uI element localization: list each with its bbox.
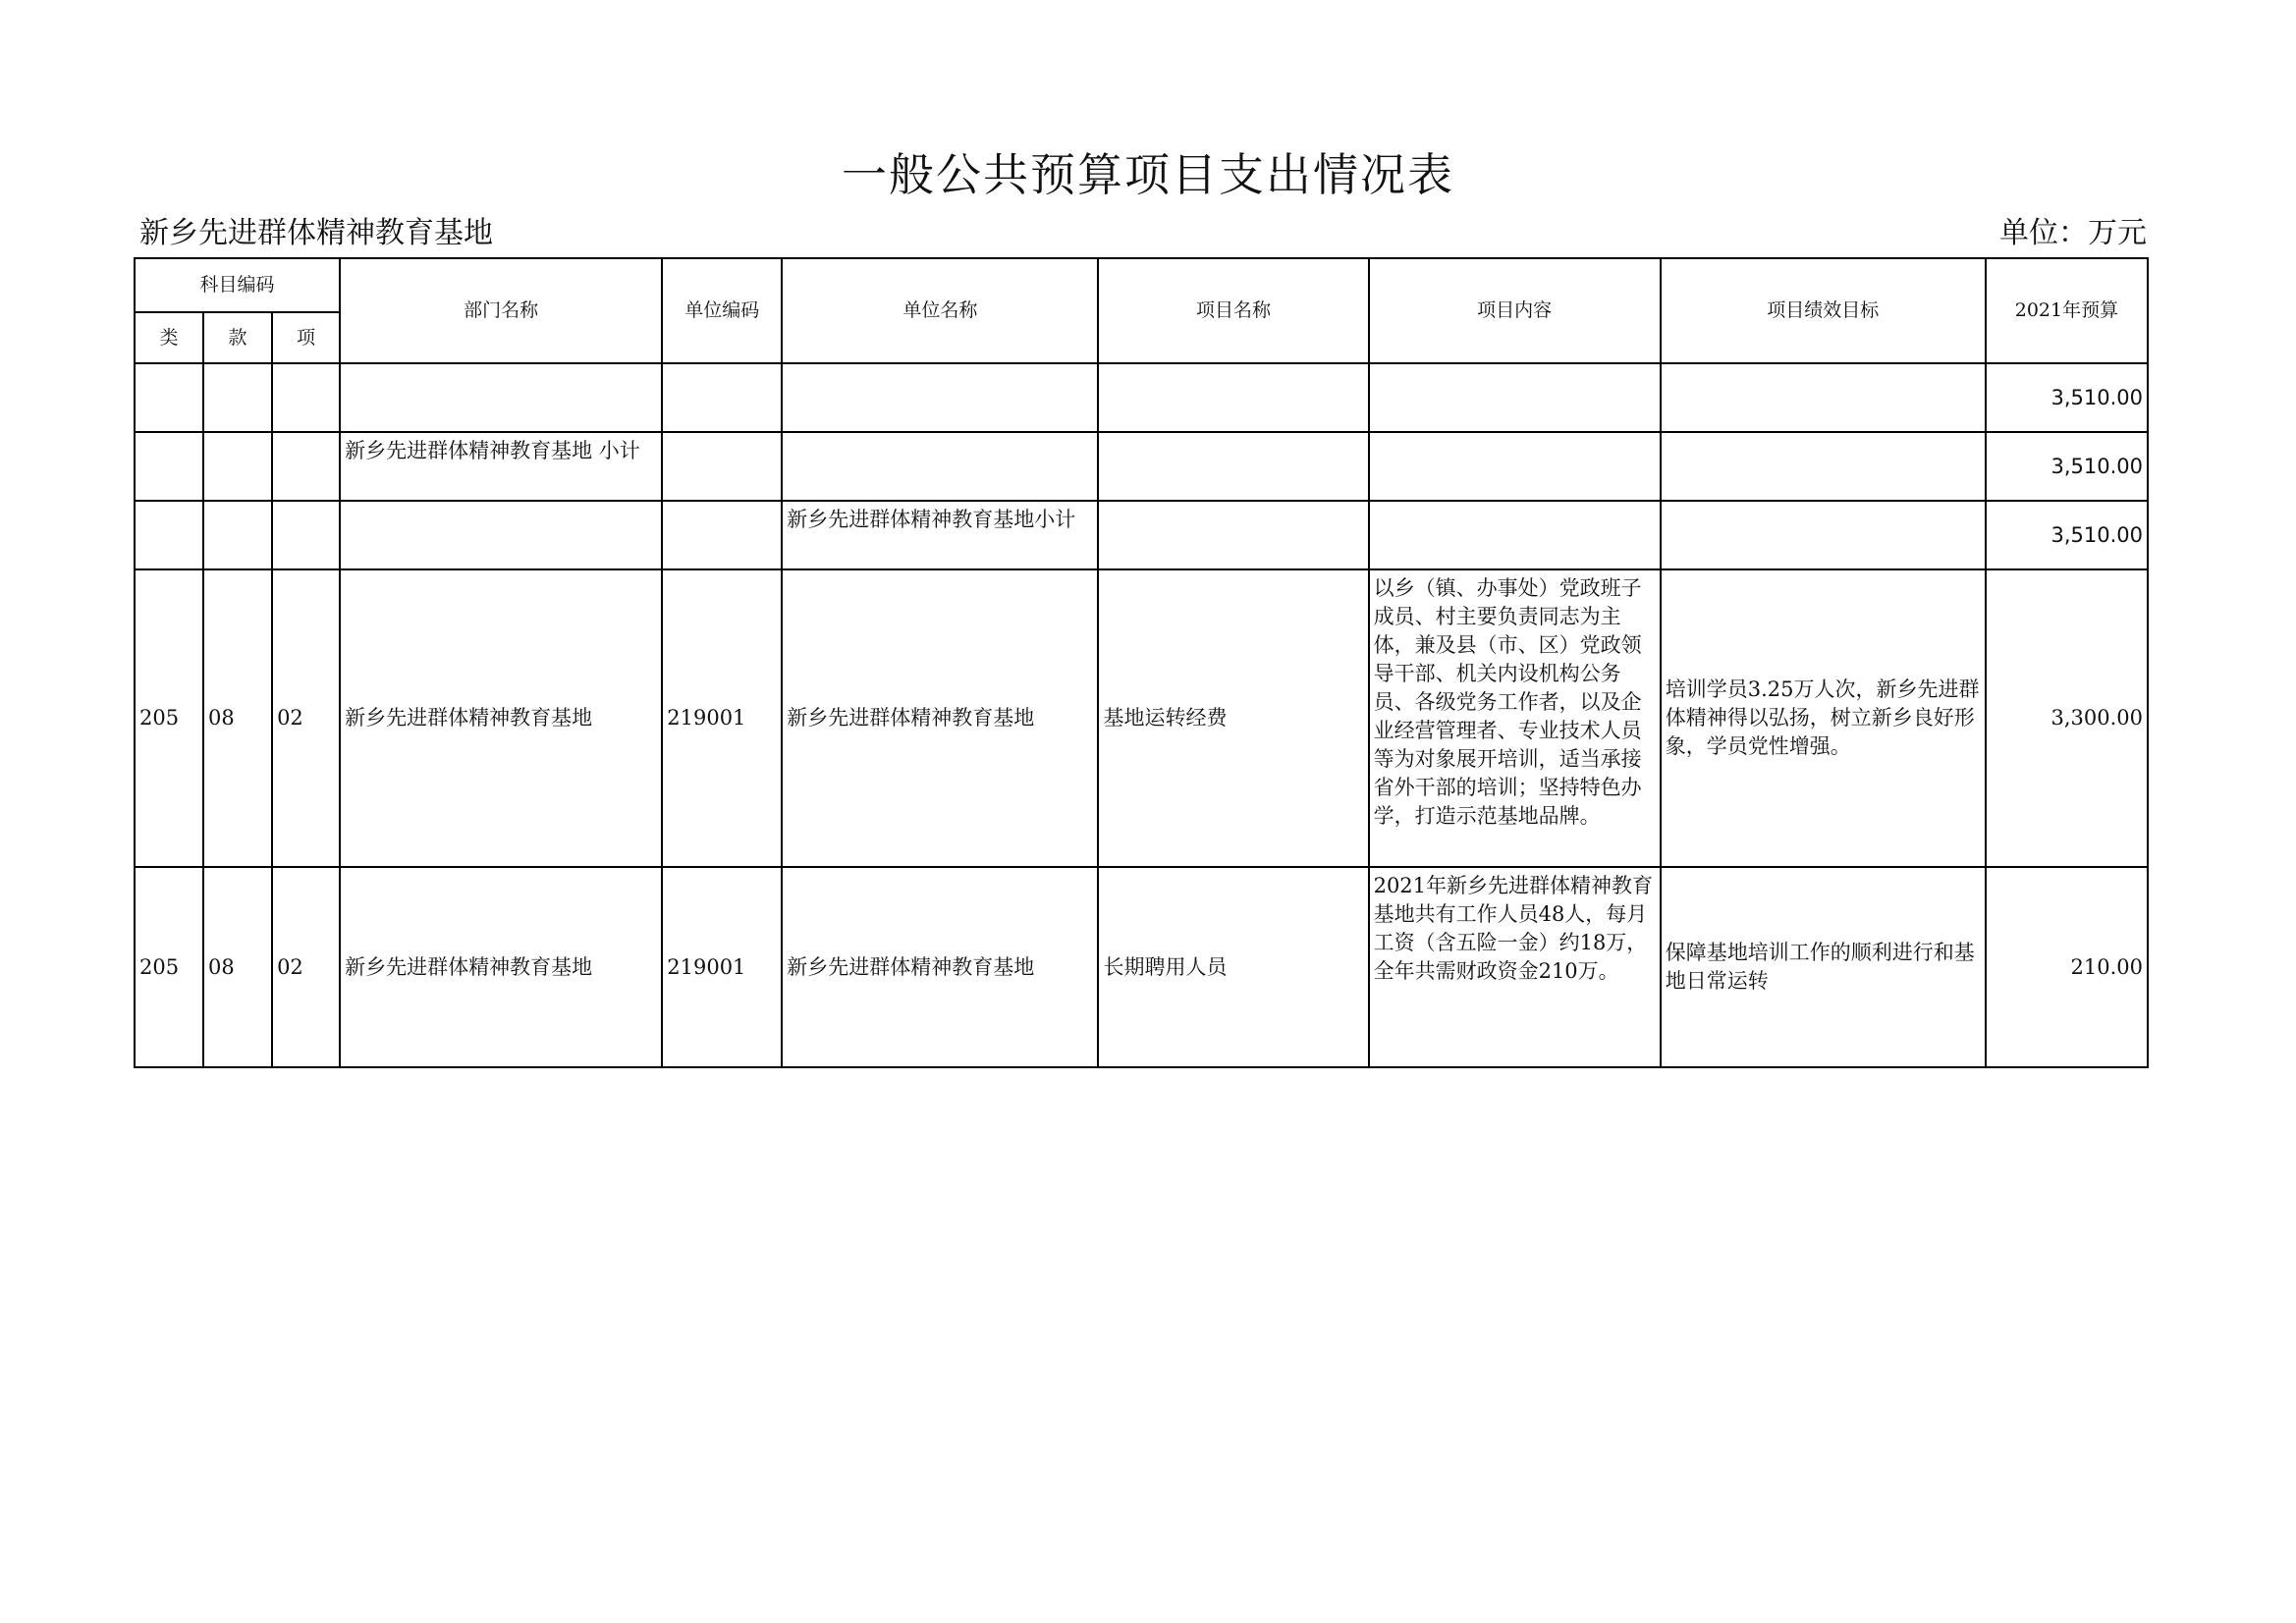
row-unit-name: 新乡先进群体精神教育基地 xyxy=(782,569,1098,867)
row-dept-name: 新乡先进群体精神教育基地 xyxy=(340,569,662,867)
header-project-name: 项目名称 xyxy=(1098,258,1368,363)
header-unit-code: 单位编码 xyxy=(662,258,782,363)
cell-empty xyxy=(272,363,340,432)
row-dept-name: 新乡先进群体精神教育基地 xyxy=(340,867,662,1067)
cell-empty xyxy=(782,432,1098,501)
header-dept-name: 部门名称 xyxy=(340,258,662,363)
row-xiang: 02 xyxy=(272,569,340,867)
cell-empty xyxy=(1098,363,1368,432)
row-project-name: 长期聘用人员 xyxy=(1098,867,1368,1067)
budget-table xyxy=(134,257,2149,1068)
row-unit-name: 新乡先进群体精神教育基地 xyxy=(782,867,1098,1067)
dept-subtotal-row xyxy=(135,432,2148,501)
row-kuan: 08 xyxy=(203,867,272,1067)
row-xiang: 02 xyxy=(272,867,340,1067)
cell-empty xyxy=(662,363,782,432)
dept-subtotal-budget: 3,510.00 xyxy=(1986,432,2148,501)
cell-empty xyxy=(340,501,662,569)
cell-empty xyxy=(1661,363,1986,432)
header-subject-code: 科目编码 xyxy=(135,258,340,312)
header-budget-2021: 2021年预算 xyxy=(1986,258,2148,363)
row-performance-goal: 培训学员3.25万人次，新乡先进群体精神得以弘扬，树立新乡良好形象，学员党性增强。 xyxy=(1661,569,1986,867)
unit-label: 单位：万元 xyxy=(1999,216,2147,250)
cell-empty xyxy=(782,363,1098,432)
row-lei: 205 xyxy=(135,569,203,867)
table-row xyxy=(135,569,2148,867)
cell-empty xyxy=(203,501,272,569)
department-name: 新乡先进群体精神教育基地 xyxy=(139,216,493,250)
header-xiang: 项 xyxy=(272,312,340,363)
cell-empty xyxy=(272,432,340,501)
total-row xyxy=(135,363,2148,432)
row-project-content: 以乡（镇、办事处）党政班子成员、村主要负责同志为主体，兼及县（市、区）党政领导干部、机关内设机构公务员、各级党务工作者，以及企业经营管理者、专业技术人员等为对象展开培训，适当承接省外干部的培训；坚持特色办学，打造示范基地品牌。 xyxy=(1369,569,1661,867)
cell-empty xyxy=(1661,501,1986,569)
row-project-content: 2021年新乡先进群体精神教育基地共有工作人员48人，每月工资（含五险一金）约18万，全年共需财政资金210万。 xyxy=(1369,867,1661,1067)
table-row xyxy=(135,867,2148,1067)
page-title: 一般公共预算项目支出情况表 xyxy=(842,148,1454,201)
cell-empty xyxy=(1098,432,1368,501)
cell-empty xyxy=(1369,363,1661,432)
total-budget: 3,510.00 xyxy=(1986,363,2148,432)
cell-empty xyxy=(340,363,662,432)
unit-subtotal-budget: 3,510.00 xyxy=(1986,501,2148,569)
row-unit-code: 219001 xyxy=(662,867,782,1067)
cell-empty xyxy=(662,501,782,569)
row-project-name: 基地运转经费 xyxy=(1098,569,1368,867)
header-unit-name: 单位名称 xyxy=(782,258,1098,363)
cell-empty xyxy=(1661,432,1986,501)
row-unit-code: 219001 xyxy=(662,569,782,867)
header-kuan: 款 xyxy=(203,312,272,363)
header-performance-goal: 项目绩效目标 xyxy=(1661,258,1986,363)
cell-empty xyxy=(135,432,203,501)
dept-subtotal-label: 新乡先进群体精神教育基地 小计 xyxy=(340,432,662,501)
row-lei: 205 xyxy=(135,867,203,1067)
cell-empty xyxy=(203,363,272,432)
cell-empty xyxy=(272,501,340,569)
table-header xyxy=(135,258,2148,363)
row-budget: 3,300.00 xyxy=(1986,569,2148,867)
cell-empty xyxy=(1369,432,1661,501)
header-project-content: 项目内容 xyxy=(1369,258,1661,363)
cell-empty xyxy=(135,501,203,569)
cell-empty xyxy=(203,432,272,501)
row-kuan: 08 xyxy=(203,569,272,867)
row-budget: 210.00 xyxy=(1986,867,2148,1067)
unit-subtotal-label: 新乡先进群体精神教育基地小计 xyxy=(782,501,1098,569)
cell-empty xyxy=(1369,501,1661,569)
cell-empty xyxy=(1098,501,1368,569)
row-performance-goal: 保障基地培训工作的顺利进行和基地日常运转 xyxy=(1661,867,1986,1067)
cell-empty xyxy=(135,363,203,432)
unit-subtotal-row xyxy=(135,501,2148,569)
header-lei: 类 xyxy=(135,312,203,363)
cell-empty xyxy=(662,432,782,501)
